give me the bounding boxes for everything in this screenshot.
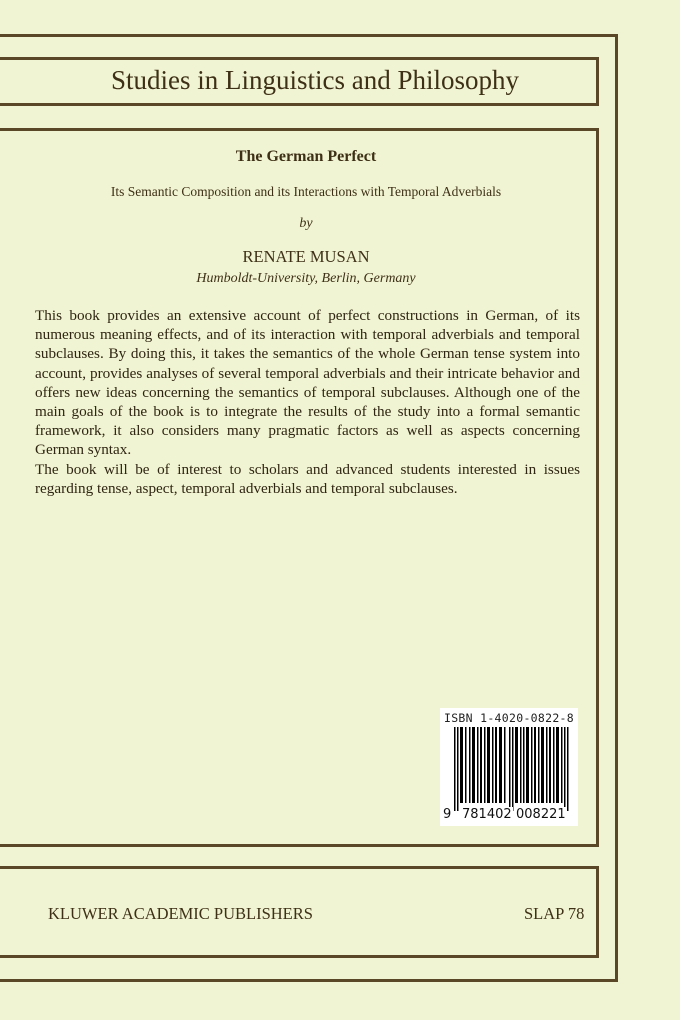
book-title: The German Perfect [235,148,377,165]
book-subtitle: Its Semantic Composition and its Interactions with Temporal Adverbials [110,184,502,199]
barcode-bars-icon [454,727,570,811]
by-line: by [299,216,313,231]
series-title: Studies in Linguistics and Philosophy [110,65,520,95]
isbn-label: ISBN 1-4020-0822-8 [443,711,575,725]
description-paragraph: The book will be of interest to scholars and advanced students interested in issues regarding tense, aspect, temporal adverbials and temporal subclauses. [35,460,580,497]
barcode-group-1: 781402 [462,807,512,822]
author-name: RENATE MUSAN [242,247,370,266]
book-description [35,306,580,498]
barcode-group-2: 008221 [516,807,566,822]
series-number: SLAP 78 [524,904,585,923]
publisher-name: KLUWER ACADEMIC PUBLISHERS [48,904,313,923]
author-affiliation: Humboldt-University, Berlin, Germany [196,271,416,286]
barcode-lead-digit: 9 [443,807,452,822]
isbn-barcode [440,708,578,826]
description-paragraph: This book provides an extensive account of perfect constructions in German, of its numerous meaning effects, and of its interaction with temporal adverbials and temporal subclauses. By doing this, it takes the semantics of the whole German tense system into account, provides analyses of several temporal adverbials and their intricate behavior and offers new ideas concerning the semantics of temporal subclauses. Although one of the main goals of the book is to integrate the results of the study into a formal semantic framework, it also considers many pragmatic factors as well as aspects concerning German syntax. [35,307,580,459]
